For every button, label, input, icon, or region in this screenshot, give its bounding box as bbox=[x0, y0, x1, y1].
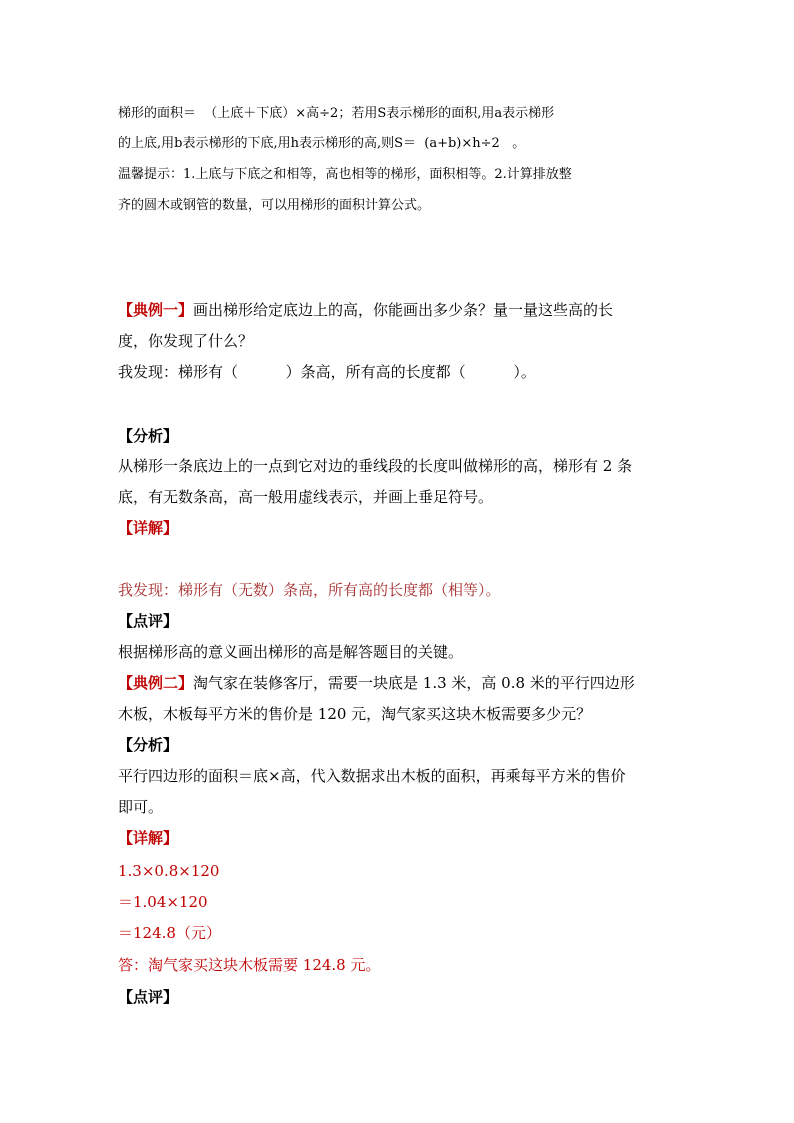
example-1-question-line-3: 我发现：梯形有（ ）条高，所有高的长度都（ ）。 bbox=[118, 363, 536, 381]
example-2-answer-line: 答：淘气家买这块木板需要 124.8 元。 bbox=[118, 956, 381, 974]
example-1-analysis-tag: 【分析】 bbox=[118, 427, 179, 445]
example-1-analysis-line-1: 从梯形一条底边上的一点到它对边的垂线段的长度叫做梯形的高，梯形有 2 条 bbox=[118, 457, 633, 475]
example-1-question-line-1 bbox=[118, 300, 613, 320]
example-2-comment-tag: 【点评】 bbox=[118, 988, 179, 1006]
example-1-comment-line: 根据梯形高的意义画出梯形的高是解答题目的关键。 bbox=[118, 643, 464, 661]
example-2-question-text: 淘气家在装修客厅，需要一块底是 1.3 米，高 0.8 米的平行四边形 bbox=[193, 674, 635, 692]
example-2-analysis-tag: 【分析】 bbox=[118, 736, 179, 754]
example-2-tag: 【典例二】 bbox=[118, 674, 194, 692]
example-2-calc-line-3: ＝124.8（元） bbox=[118, 924, 221, 942]
example-2-analysis-line-2: 即可。 bbox=[118, 798, 164, 816]
intro-line-2: 的上底,用b表示梯形的下底,用h表示梯形的高,则S＝ (a+b)×h÷2 。 bbox=[118, 136, 526, 151]
example-2-question-line-2: 木板，木板每平方米的售价是 120 元，淘气家买这块木板需要多少元？ bbox=[118, 705, 592, 723]
example-2-detail-tag: 【详解】 bbox=[118, 829, 179, 847]
intro-line-1: 梯形的面积＝ （上底＋下底）×高÷2；若用S表示梯形的面积,用a表示梯形 bbox=[118, 106, 555, 121]
example-1-question-line-2: 度，你发现了什么？ bbox=[118, 332, 254, 350]
example-2-calc-line-2: ＝1.04×120 bbox=[118, 893, 208, 911]
example-2-analysis-line-1: 平行四边形的面积＝底×高，代入数据求出木板的面积，再乘每平方米的售价 bbox=[118, 767, 626, 785]
example-1-analysis-line-2: 底，有无数条高，高一般用虚线表示，并画上垂足符号。 bbox=[118, 488, 494, 506]
example-1-comment-tag: 【点评】 bbox=[118, 612, 179, 630]
intro-line-4: 齐的圆木或钢管的数量，可以用梯形的面积计算公式。 bbox=[118, 198, 431, 213]
example-1-tag: 【典例一】 bbox=[118, 301, 194, 319]
intro-line-3: 温馨提示：1.上底与下底之和相等，高也相等的梯形，面积相等。2.计算排放整 bbox=[118, 167, 572, 182]
example-1-detail-tag: 【详解】 bbox=[118, 519, 179, 537]
example-2-question-line-1 bbox=[118, 673, 635, 693]
example-1-question-text: 画出梯形给定底边上的高，你能画出多少条？量一量这些高的长 bbox=[193, 301, 614, 319]
example-1-detail-line: 我发现：梯形有（无数）条高，所有高的长度都（相等）。 bbox=[118, 581, 501, 599]
example-2-calc-line-1: 1.3×0.8×120 bbox=[118, 862, 220, 880]
